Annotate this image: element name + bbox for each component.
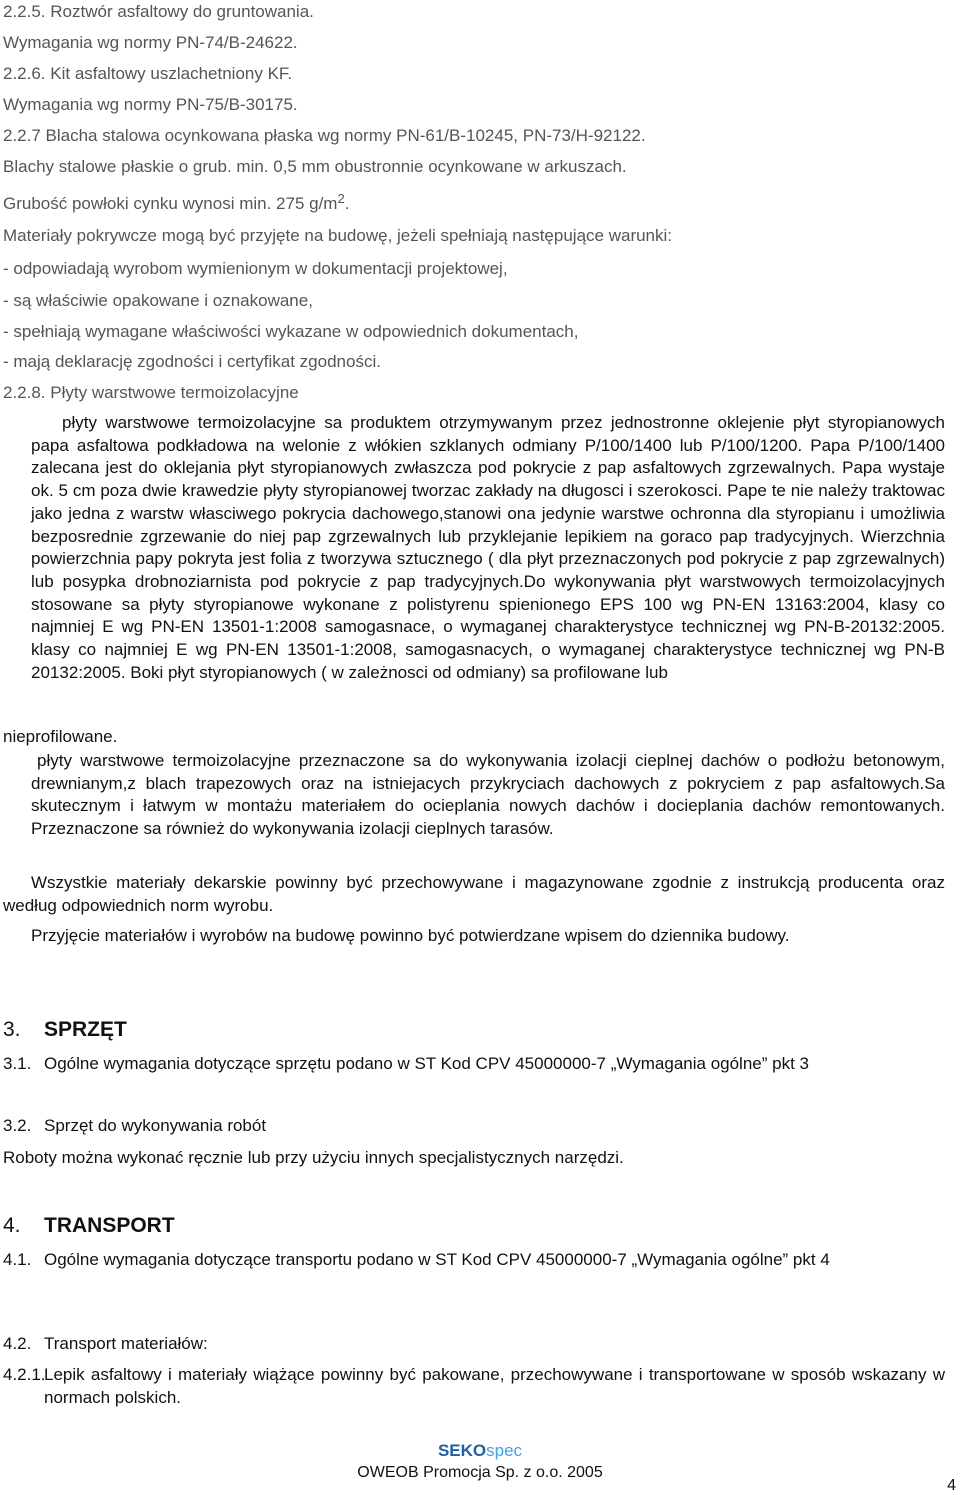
spec-line-2-2-5: 2.2.5. Roztwór asfaltowy do gruntowania. bbox=[3, 2, 314, 21]
footer-publisher-line: OWEOB Promocja Sp. z o.o. 2005 bbox=[357, 1464, 603, 1481]
spec-line-norm-1: Wymagania wg normy PN-74/B-24622. bbox=[3, 33, 298, 52]
footer-brand-part-1: SEKO bbox=[437, 1441, 487, 1460]
tools-paragraph: Roboty można wykonać ręcznie lub przy użyciu innych specjalistycznych narzędzi. bbox=[3, 1148, 624, 1167]
materials-condition-3: - spełniają wymagane właściwości wykazane w odpowiednich dokumentach, bbox=[3, 322, 579, 341]
footer-brand-part-2: spec bbox=[486, 1441, 523, 1460]
item-4-2-1-number: 4.2.1. bbox=[3, 1365, 46, 1384]
zinc-coating-exponent: 2 bbox=[337, 191, 345, 206]
section-2-2-8-paragraph-1 bbox=[31, 412, 945, 684]
zinc-coating-text: Grubość powłoki cynku wynosi min. 275 g/m bbox=[3, 194, 338, 213]
section-2-2-8-title: 2.2.8. Płyty warstwowe termoizolacyjne bbox=[3, 383, 299, 402]
item-3-2-text: Sprzęt do wykonywania robót bbox=[44, 1116, 267, 1135]
item-3-1-number: 3.1. bbox=[3, 1054, 32, 1073]
spec-line-norm-2: Wymagania wg normy PN-75/B-30175. bbox=[3, 95, 298, 114]
section-3-heading bbox=[3, 1017, 127, 1043]
section-3-number: 3. bbox=[3, 1018, 21, 1041]
materials-condition-4: - mają deklarację zgodności i certyfikat zgodności. bbox=[3, 352, 381, 371]
section-4-heading bbox=[3, 1213, 175, 1239]
acceptance-paragraph: Przyjęcie materiałów i wyrobów na budowę powinno być potwierdzane wpisem do dziennika budowy. bbox=[31, 926, 790, 945]
section-2-2-8-paragraph-1-text: płyty warstwowe termoizolacyjne sa produktem otrzymywanym przez jednostronne oklejenie płyt styropianowych papa asfaltowa podkładowa na welonie z włókien szklanych odmiany P/100/1400 lub P/100/1200. Papa P/100/1400 zalecana jest do oklejania płyt styropianowych zwłaszcza pod pokrycie z pap asfaltowych zgrzewalnych. Papa wystaje ok. 5 cm poza dwie krawedzie płyty styropianowej tworzac zakłady na długosci i szerokosci. Pape te nie należy traktowac jako jedna z warstw własciwego pokrycia dachowego,stanowi ona jedynie warstwe ochronna dla styropianu i umożliwia bezposrednie zgrzewanie do niej pap zgrzewalnych lub przyklejanie lepikiem na goraco pap tradycyjnych. Wierzchnia powierzchnia papy pokryta jest folia z tworzywa sztucznego ( dla płyt przeznaczonych pod pokrycie z pap zgrzewalnych) lub posypka drobnoziarnista pod pokrycie z pap tradycyjnych.Do wykonywania płyt warstwowych termoizolacyjnych stosowane sa płyty styropianowe wykonane z polistyrenu spienionego EPS 100 wg PN-EN 13163:2004, klasy co najmniej E wg PN-EN 13501-1:2008 samogasnace, o wymaganej charakterystyce technicznej wg PN-B-20132:2005. klasy co najmniej E wg PN-EN 13501-1:2008, samogasnacych, o wymaganej charakterystyce technicznej wg PN-B 20132:2005. Boki płyt styropianowych ( w zależnosci od odmiany) sa profilowane lub bbox=[31, 413, 945, 682]
item-3-2-number: 3.2. bbox=[3, 1116, 32, 1135]
zinc-coating-tail: . bbox=[344, 194, 350, 213]
materials-condition-1: - odpowiadają wyrobom wymienionym w dokumentacji projektowej, bbox=[3, 259, 508, 278]
spec-line-2-2-6: 2.2.6. Kit asfaltowy uszlachetniony KF. bbox=[3, 64, 293, 83]
page-number: 4 bbox=[947, 1477, 956, 1494]
section-4-title: TRANSPORT bbox=[44, 1214, 175, 1237]
item-4-2-1-text: Lepik asfaltowy i materiały wiążące powinny być pakowane, przechowywane i transportowane w sposób wskazany w normach polskich. bbox=[44, 1365, 945, 1407]
item-4-2 bbox=[3, 1333, 945, 1356]
item-4-2-text: Transport materiałów: bbox=[44, 1334, 208, 1353]
section-4-number: 4. bbox=[3, 1214, 21, 1237]
item-4-1-text: Ogólne wymagania dotyczące transportu podano w ST Kod CPV 45000000-7 „Wymagania ogólne” pkt 4 bbox=[44, 1250, 830, 1269]
item-4-1-number: 4.1. bbox=[3, 1250, 32, 1269]
section-3-title: SPRZĘT bbox=[44, 1018, 127, 1041]
section-2-2-8-paragraph-2: płyty warstwowe termoizolacyjne przeznaczone sa do wykonywania izolacji cieplnej dachów o podłożu betonowym, drewnianym,z blach trapezowych oraz na istniejacych przykryciach dachowych z pokryciem z pap asfaltowych.Sa skutecznym i łatwym w montażu materiałem do ocieplania nowych dachów i docieplania dachów remontowanych. Przeznaczone sa również do wykonywania izolacji cieplnych tarasów. bbox=[31, 751, 945, 839]
materials-condition-2: - są właściwie opakowane i oznakowane, bbox=[3, 291, 313, 310]
item-4-1 bbox=[3, 1249, 945, 1272]
section-2-2-8-paragraph-1-end: nieprofilowane. bbox=[3, 727, 118, 746]
item-4-2-number: 4.2. bbox=[3, 1334, 32, 1353]
item-3-1 bbox=[3, 1053, 945, 1076]
spec-line-sheet-thickness: Blachy stalowe płaskie o grub. min. 0,5 mm obustronnie ocynkowane w arkuszach. bbox=[3, 157, 627, 176]
storage-paragraph: Wszystkie materiały dekarskie powinny być przechowywane i magazynowane zgodnie z instrukcją producenta oraz według odpowiednich norm wyrobu. bbox=[3, 873, 945, 915]
item-4-2-1 bbox=[3, 1364, 945, 1409]
zinc-coating-line bbox=[3, 191, 350, 214]
materials-intro: Materiały pokrywcze mogą być przyjęte na budowę, jeżeli spełniają następujące warunki: bbox=[3, 226, 673, 245]
item-3-1-text: Ogólne wymagania dotyczące sprzętu podano w ST Kod CPV 45000000-7 „Wymagania ogólne” pkt 3 bbox=[44, 1054, 809, 1073]
spec-line-2-2-7: 2.2.7 Blacha stalowa ocynkowana płaska wg normy PN-61/B-10245, PN-73/H-92122. bbox=[3, 126, 646, 145]
footer-brand-logo bbox=[0, 1441, 960, 1461]
item-3-2 bbox=[3, 1115, 945, 1138]
